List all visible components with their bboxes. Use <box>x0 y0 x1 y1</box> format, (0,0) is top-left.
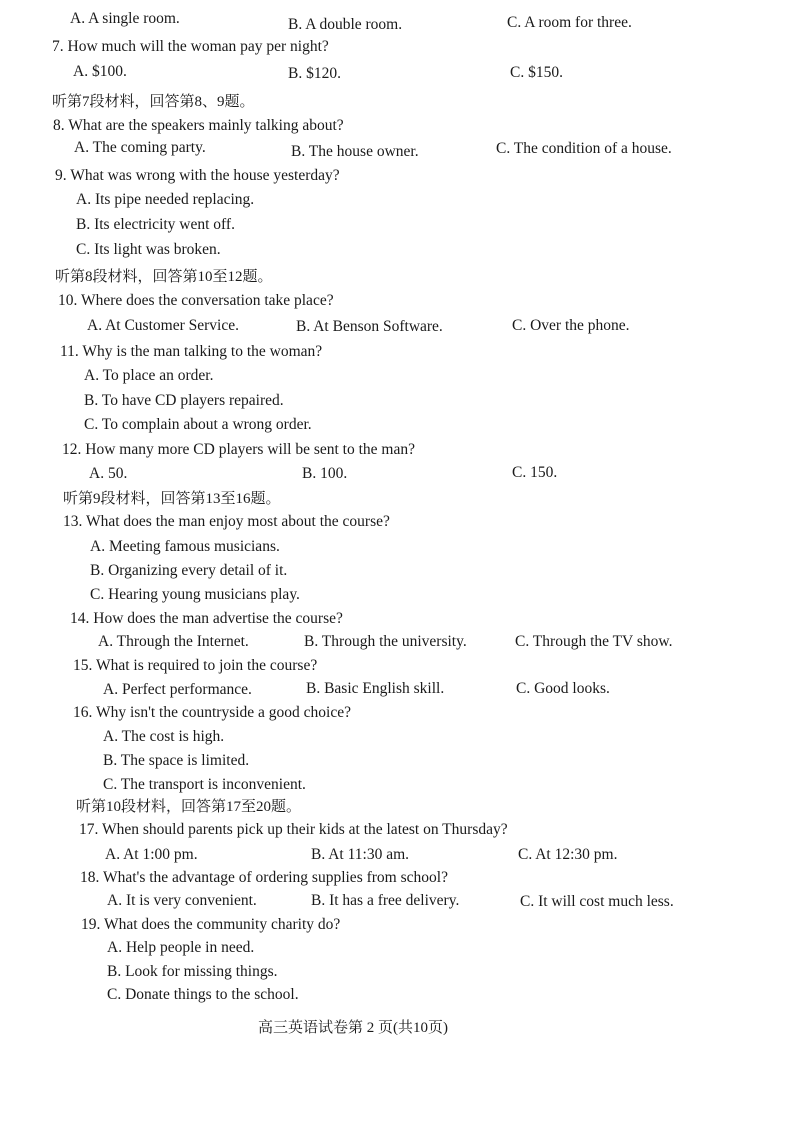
question-line: A. Through the Internet. <box>98 633 249 650</box>
question-line: C. Hearing young musicians play. <box>90 586 300 603</box>
question-line: B. Through the university. <box>304 633 467 650</box>
question-line: B. Basic English skill. <box>306 680 445 697</box>
question-line: B. A double room. <box>288 16 403 33</box>
question-line: B. It has a free delivery. <box>311 892 460 909</box>
section-instruction: 听第8段材料，回答第10至12题。 <box>55 269 273 285</box>
question-line: C. 150. <box>512 464 558 481</box>
question-line: A. The coming party. <box>74 139 206 156</box>
question-line: 10. Where does the conversation take place? <box>58 292 334 309</box>
question-line: A. $100. <box>73 63 127 80</box>
question-line: 18. What's the advantage of ordering supplies from school? <box>80 869 448 886</box>
question-line: B. To have CD players repaired. <box>84 392 284 409</box>
question-line: 9. What was wrong with the house yesterday? <box>55 167 340 184</box>
question-line: C. At 12:30 pm. <box>518 846 618 863</box>
section-instruction: 听第10段材料，回答第17至20题。 <box>76 799 302 815</box>
question-line: C. A room for three. <box>507 14 632 31</box>
question-line: B. Organizing every detail of it. <box>90 562 288 579</box>
question-line: C. To complain about a wrong order. <box>84 416 312 433</box>
question-line: B. $120. <box>288 65 341 82</box>
question-line: 16. Why isn't the countryside a good choice? <box>73 704 351 721</box>
question-line: A. At 1:00 pm. <box>105 846 198 863</box>
question-line: 13. What does the man enjoy most about the course? <box>63 513 390 530</box>
page-footer: 高三英语试卷第 2 页(共10页) <box>258 1020 448 1036</box>
question-line: A. A single room. <box>70 10 180 27</box>
question-line: C. It will cost much less. <box>520 893 674 910</box>
question-line: 7. How much will the woman pay per night? <box>52 38 329 55</box>
question-line: A. Meeting famous musicians. <box>90 538 280 555</box>
section-instruction: 听第9段材料，回答第13至16题。 <box>63 491 281 507</box>
question-line: A. To place an order. <box>84 367 214 384</box>
question-line: C. $150. <box>510 64 563 81</box>
question-line: B. Look for missing things. <box>107 963 278 980</box>
question-line: C. The condition of a house. <box>496 140 672 157</box>
question-line: 8. What are the speakers mainly talking about? <box>53 117 344 134</box>
question-line: A. It is very convenient. <box>107 892 257 909</box>
question-line: A. Its pipe needed replacing. <box>76 191 255 208</box>
question-line: C. Its light was broken. <box>76 241 221 258</box>
question-line: C. Over the phone. <box>512 317 630 334</box>
question-line: A. Perfect performance. <box>103 681 252 698</box>
question-line: B. The space is limited. <box>103 752 250 769</box>
question-line: B. The house owner. <box>291 143 419 160</box>
question-line: 12. How many more CD players will be sent to the man? <box>62 441 415 458</box>
question-line: B. At Benson Software. <box>296 318 443 335</box>
question-line: B. 100. <box>302 465 348 482</box>
question-line: A. The cost is high. <box>103 728 225 745</box>
question-line: C. Donate things to the school. <box>107 986 299 1003</box>
question-line: 14. How does the man advertise the course? <box>70 610 343 627</box>
question-line: C. The transport is inconvenient. <box>103 776 306 793</box>
question-line: A. Help people in need. <box>107 939 255 956</box>
question-line: B. At 11:30 am. <box>311 846 410 863</box>
question-line: A. 50. <box>89 465 128 482</box>
question-line: 17. When should parents pick up their kids at the latest on Thursday? <box>79 821 508 838</box>
question-line: C. Good looks. <box>516 680 610 697</box>
question-line: C. Through the TV show. <box>515 633 673 650</box>
question-line: B. Its electricity went off. <box>76 216 235 233</box>
question-line: 19. What does the community charity do? <box>81 916 341 933</box>
question-line: 15. What is required to join the course? <box>73 657 318 674</box>
question-line: 11. Why is the man talking to the woman? <box>60 343 323 360</box>
section-instruction: 听第7段材料，回答第8、9题。 <box>52 94 255 110</box>
question-line: A. At Customer Service. <box>87 317 239 334</box>
